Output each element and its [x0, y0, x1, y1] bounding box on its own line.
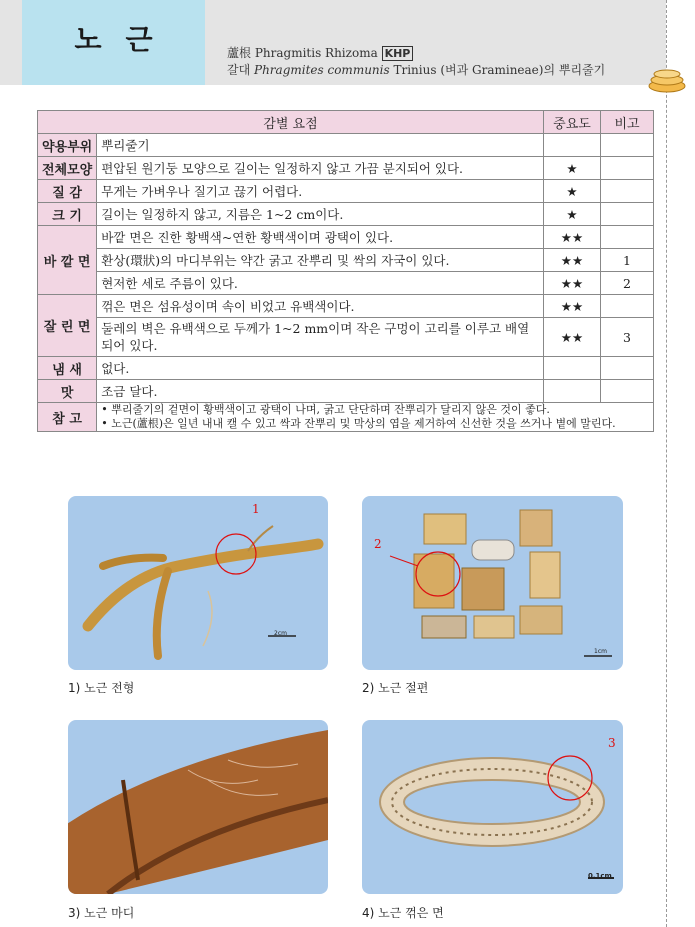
- origin-korean: 갈대: [227, 63, 254, 77]
- row-desc: 길이는 일정하지 않고, 지름은 1~2 cm이다.: [97, 203, 544, 226]
- row-desc: 바깥 면은 진한 황백색~연한 황백색이며 광택이 있다.: [97, 226, 544, 249]
- photo-caption: 2) 노근 절편: [362, 681, 429, 695]
- row-desc: 무게는 가벼우나 질기고 끊기 어렵다.: [97, 180, 544, 203]
- identification-table: [37, 110, 654, 432]
- row-desc: 현저한 세로 주름이 있다.: [97, 272, 544, 295]
- photo-node: [68, 720, 328, 894]
- row-label: 바 깥 면: [38, 226, 97, 295]
- margin-guide-line: [666, 0, 667, 927]
- table-row: [38, 318, 654, 357]
- khp-badge: KHP: [382, 46, 414, 61]
- origin-line: [227, 61, 605, 78]
- row-note: [601, 180, 654, 203]
- row-label: 잘 린 면: [38, 295, 97, 357]
- row-importance: ★: [544, 157, 601, 180]
- col-imp-header: 중요도: [544, 111, 601, 134]
- row-importance: ★★: [544, 226, 601, 249]
- col-note-header: 비고: [601, 111, 654, 134]
- table-row: [38, 134, 654, 157]
- table-row: [38, 380, 654, 403]
- table-row: [38, 249, 654, 272]
- row-importance: ★: [544, 180, 601, 203]
- row-note: [601, 380, 654, 403]
- row-desc: 환상(環狀)의 마디부위는 약간 굵고 잔뿌리 및 싹의 자국이 있다.: [97, 249, 544, 272]
- cross-section-illustration: [362, 720, 623, 894]
- row-label: 크 기: [38, 203, 97, 226]
- row-label: 참 고: [38, 403, 97, 432]
- table-row: [38, 403, 654, 432]
- col-main-header: 감별 요점: [38, 111, 544, 134]
- photo-caption: 3) 노근 마디: [68, 906, 135, 920]
- origin-species: Phragmites communis: [254, 63, 390, 77]
- row-label: 전체모양: [38, 157, 97, 180]
- table-row: [38, 272, 654, 295]
- photo-slices: [362, 496, 623, 670]
- reference-notes: [97, 403, 654, 432]
- row-importance: [544, 357, 601, 380]
- row-desc: 편압된 원기둥 모양으로 길이는 일정하지 않고 가끔 분지되어 있다.: [97, 157, 544, 180]
- scale-label: 2cm: [274, 630, 287, 637]
- table-row: [38, 157, 654, 180]
- row-importance: ★: [544, 203, 601, 226]
- row-note: [601, 134, 654, 157]
- table-row: [38, 226, 654, 249]
- row-importance: [544, 380, 601, 403]
- latin-name: 蘆根 Phragmitis Rhizoma: [227, 46, 378, 60]
- node-illustration: [68, 720, 328, 894]
- marker-label: 3: [608, 736, 616, 750]
- row-note: [601, 203, 654, 226]
- row-label: 약용부위: [38, 134, 97, 157]
- herb-stack-icon: [647, 64, 687, 94]
- row-label: 질 감: [38, 180, 97, 203]
- row-label: 냄 새: [38, 357, 97, 380]
- row-note: 2: [601, 272, 654, 295]
- table-row: [38, 295, 654, 318]
- photo-caption: 1) 노근 전형: [68, 681, 135, 695]
- row-importance: ★★: [544, 318, 601, 357]
- photo-caption: 4) 노근 꺾은 면: [362, 906, 444, 920]
- latin-name-line: [227, 44, 413, 61]
- scale-label: 0.1cm: [588, 872, 612, 880]
- row-desc: 뿌리줄기: [97, 134, 544, 157]
- scale-label: 1cm: [594, 648, 607, 655]
- row-desc: 꺾은 면은 섬유성이며 속이 비었고 유백색이다.: [97, 295, 544, 318]
- marker-label: 2: [374, 537, 382, 551]
- reference-bullet: • 노근(蘆根)은 일년 내내 캘 수 있고 싹과 잔뿌리 및 막상의 엽을 제거하여 신선한 것을 쓰거나 볕에 말린다.: [101, 417, 616, 430]
- table-row: [38, 180, 654, 203]
- table-row: [38, 357, 654, 380]
- row-desc: 조금 달다.: [97, 380, 544, 403]
- row-note: [601, 357, 654, 380]
- row-label: 맛: [38, 380, 97, 403]
- slices-illustration: [362, 496, 623, 670]
- row-importance: [544, 134, 601, 157]
- row-note: [601, 226, 654, 249]
- page-title: 노근: [74, 23, 177, 56]
- photo-whole-rhizome: [68, 496, 328, 670]
- row-importance: ★★: [544, 295, 601, 318]
- row-desc: 둘레의 벽은 유백색으로 두께가 1~2 mm이며 작은 구멍이 고리를 이루고 배열되어 있다.: [97, 318, 544, 357]
- row-importance: ★★: [544, 249, 601, 272]
- table-row: [38, 203, 654, 226]
- reference-bullet: • 뿌리줄기의 겉면이 황백색이고 광택이 나며, 굵고 단단하며 잔뿌리가 달리지 않은 것이 좋다.: [101, 403, 550, 416]
- row-importance: ★★: [544, 272, 601, 295]
- photo-cross-section: [362, 720, 623, 894]
- rhizome-illustration: [68, 496, 328, 670]
- marker-label: 1: [252, 502, 260, 516]
- table-header-row: [38, 111, 654, 134]
- row-note: 3: [601, 318, 654, 357]
- row-note: 1: [601, 249, 654, 272]
- row-note: [601, 295, 654, 318]
- origin-rest: Trinius (벼과 Gramineae)의 뿌리줄기: [389, 63, 606, 77]
- row-desc: 없다.: [97, 357, 544, 380]
- row-note: [601, 157, 654, 180]
